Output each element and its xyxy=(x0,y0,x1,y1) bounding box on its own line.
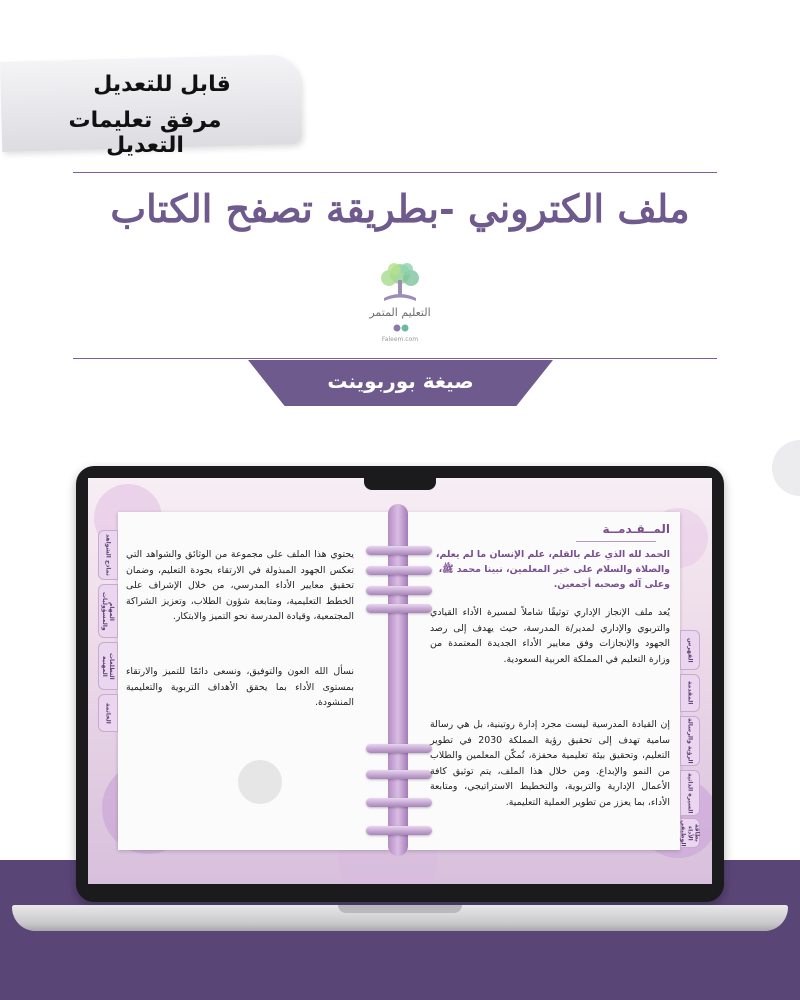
section-heading: المــقـدمــة xyxy=(602,522,670,536)
tree-logo-icon xyxy=(372,262,428,302)
tab-index[interactable]: الفهرس xyxy=(680,630,700,670)
page-decorative-circle xyxy=(238,760,282,804)
binder-ring xyxy=(366,586,432,595)
tab-aspirations[interactable]: التطلعات المهنية xyxy=(98,642,118,690)
tab-cv[interactable]: السيرة الذاتية xyxy=(680,770,700,816)
camera-notch xyxy=(364,474,436,490)
right-page-paragraph-1: يُعد ملف الإنجاز الإداري توثيقًا شاملاً لمسيرة الأداء القيادي والتربوي والإداري لمدير/ة المدرسة، حيث يهدف إلى رصد الجهود والإنجازات وفق معايير الأداء الجديدة المعتمدة من وزارة التعليم في المملكة العربية السعودية. xyxy=(430,607,670,665)
divider-top xyxy=(73,172,717,173)
intro-prayer: الحمد لله الذي علم بالقلم، علم الإنسان ما لم يعلم، والصلاة والسلام على خير المعلمين، نبينا محمد ﷺ، وعلى آله وصحبه أجمعين. xyxy=(435,549,670,590)
ribbon-line-editable: قابل للتعديل xyxy=(93,72,231,97)
laptop-groove xyxy=(338,905,462,913)
binder-ring xyxy=(366,798,432,807)
binder-ring xyxy=(366,770,432,779)
binder-ring xyxy=(366,566,432,575)
logo-name: التعليم المتمر xyxy=(369,306,431,319)
tab-performance-card[interactable]: بطاقة الأداء الوظيفي xyxy=(679,819,701,847)
tab-conclusion[interactable]: الخاتمة xyxy=(98,694,118,732)
right-page-paragraph-2: إن القيادة المدرسية ليست مجرد إدارة روتينية، بل هي رسالة سامية تهدف إلى تحقيق رؤية المملكة 2030 في تطوير التعليم، وتحقيق بيئة تعليمية محفزة، تُمكّن المعلمين والطلاب من النمو والإبداع. ومن خلال هذا الملف، يتم توثيق كافة الأعمال الإدارية والتربوية، والتخطيط الاستراتيجي، ومتابعة الأداء، بما يعزز من تطوير العملية التعليمية. xyxy=(430,719,670,808)
logo-dots-icon xyxy=(392,324,410,332)
tab-responsibilities[interactable]: المهام والمسؤوليات xyxy=(98,584,118,638)
logo xyxy=(340,262,460,350)
left-page-paragraph-2: نسأل الله العون والتوفيق، ونسعى دائمًا للتميز والارتقاء بمستوى الأداء بما يحقق الأهداف التربوية والتعليمية المنشودة. xyxy=(126,666,354,708)
divider-middle xyxy=(73,358,717,359)
format-tab-label: صيغة بوربوينت xyxy=(327,369,474,393)
left-page-paragraph-1: يحتوي هذا الملف على مجموعة من الوثائق والشواهد التي تعكس الجهود المبذولة في الارتقاء بجودة التعليم، وضمان تحقيق معايير الأداء المدرسي، من خلال الإشراف على الخطط التعليمية، ومتابعة شؤون الطلاب، وتعزيز الشراكة المجتمعية، وقيادة المدرسة نحو التميز والابتكار. xyxy=(126,549,354,622)
tab-introduction[interactable]: المقدمة xyxy=(680,674,700,712)
tab-vision-mission[interactable]: الرؤية والرسالة xyxy=(680,716,700,766)
binder-ring xyxy=(366,744,432,753)
heading-underline xyxy=(576,541,656,542)
tab-evidence[interactable]: نماذج الشواهد xyxy=(98,530,118,580)
binder-ring xyxy=(366,604,432,613)
logo-url: Faleem.com xyxy=(381,336,419,343)
binder-ring xyxy=(366,826,432,835)
binder-ring xyxy=(366,546,432,555)
page-title: ملف الكتروني -بطريقة تصفح الكتاب xyxy=(110,186,690,231)
ribbon-line-instructions: مرفق تعليمات التعديل xyxy=(68,108,222,158)
decorative-circle xyxy=(772,440,800,496)
